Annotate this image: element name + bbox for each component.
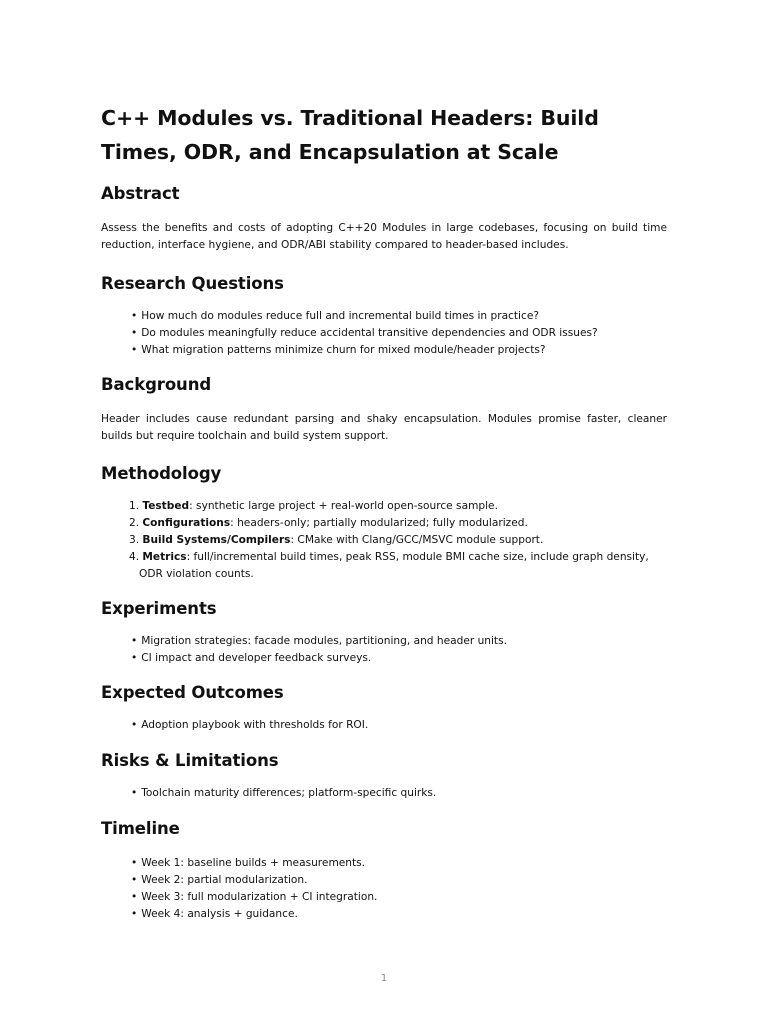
- document-title: C++ Modules vs. Traditional Headers: Build Times, ODR, and Encapsulation at Scale: [101, 106, 599, 164]
- list-item: • Adoption playbook with thresholds for ROI.: [101, 717, 667, 734]
- abstract-section: [101, 183, 667, 253]
- list-item: • Week 4: analysis + guidance.: [101, 906, 667, 923]
- item-number: 3.: [129, 534, 140, 546]
- list-item: [101, 532, 667, 549]
- item-term: Configurations: [142, 517, 231, 529]
- methodology-list: [101, 498, 667, 583]
- experiments-section: [101, 598, 667, 667]
- research-questions-heading: Research Questions: [101, 274, 284, 293]
- list-item: • Week 2: partial modularization.: [101, 872, 667, 889]
- expected-outcomes-heading: Expected Outcomes: [101, 683, 284, 702]
- list-item: • CI impact and developer feedback surveys.: [101, 650, 667, 667]
- expected-outcomes-list: [101, 717, 667, 734]
- item-term: Build Systems/Compilers: [142, 534, 291, 546]
- list-item: • How much do modules reduce full and incremental build times in practice?: [101, 308, 667, 325]
- timeline-section: [101, 818, 667, 923]
- item-number: 1.: [129, 500, 140, 512]
- experiments-heading: Experiments: [101, 599, 217, 618]
- item-number: 2.: [129, 517, 140, 529]
- list-item: [101, 498, 667, 515]
- research-questions-list: [101, 308, 667, 359]
- expected-outcomes-section: [101, 682, 667, 734]
- methodology-section: [101, 463, 667, 583]
- item-text: : CMake with Clang/GCC/MSVC module support.: [290, 534, 544, 546]
- timeline-heading: Timeline: [101, 819, 180, 838]
- risks-heading: Risks & Limitations: [101, 751, 279, 770]
- item-term: Metrics: [142, 551, 187, 563]
- list-item: • Migration strategies: facade modules, partitioning, and header units.: [101, 633, 667, 650]
- list-item: • What migration patterns minimize churn for mixed module/header projects?: [101, 342, 667, 359]
- background-section: [101, 374, 667, 444]
- page-number: 1: [380, 973, 388, 984]
- background-heading: Background: [101, 375, 212, 394]
- background-text: Header includes cause redundant parsing and shaky encapsulation. Modules promise faster, cleaner builds but require toolchain and build system support.: [101, 413, 667, 442]
- item-text: : full/incremental build times, peak RSS, module BMI cache size, include graph density, ODR violation counts.: [139, 551, 649, 580]
- abstract-text: Assess the benefits and costs of adopting C++20 Modules in large codebases, focusing on build time reduction, interface hygiene, and ODR/ABI stability compared to header-based includes.: [101, 222, 667, 251]
- list-item: • Toolchain maturity differences; platform-specific quirks.: [101, 785, 667, 802]
- abstract-heading: Abstract: [101, 184, 180, 203]
- item-text: : synthetic large project + real-world open-source sample.: [189, 500, 498, 512]
- list-item: • Week 1: baseline builds + measurements.: [101, 855, 667, 872]
- item-term: Testbed: [142, 500, 190, 512]
- research-questions-section: [101, 273, 667, 359]
- item-text: : headers-only; partially modularized; fully modularized.: [230, 517, 528, 529]
- item-number: 4.: [129, 551, 140, 563]
- list-item: • Week 3: full modularization + CI integration.: [101, 889, 667, 906]
- methodology-heading: Methodology: [101, 464, 222, 483]
- risks-section: [101, 750, 667, 802]
- list-item: [101, 515, 667, 532]
- experiments-list: [101, 633, 667, 667]
- timeline-list: [101, 855, 667, 923]
- list-item: • Do modules meaningfully reduce accidental transitive dependencies and ODR issues?: [101, 325, 667, 342]
- list-item: [101, 549, 667, 583]
- risks-list: [101, 785, 667, 802]
